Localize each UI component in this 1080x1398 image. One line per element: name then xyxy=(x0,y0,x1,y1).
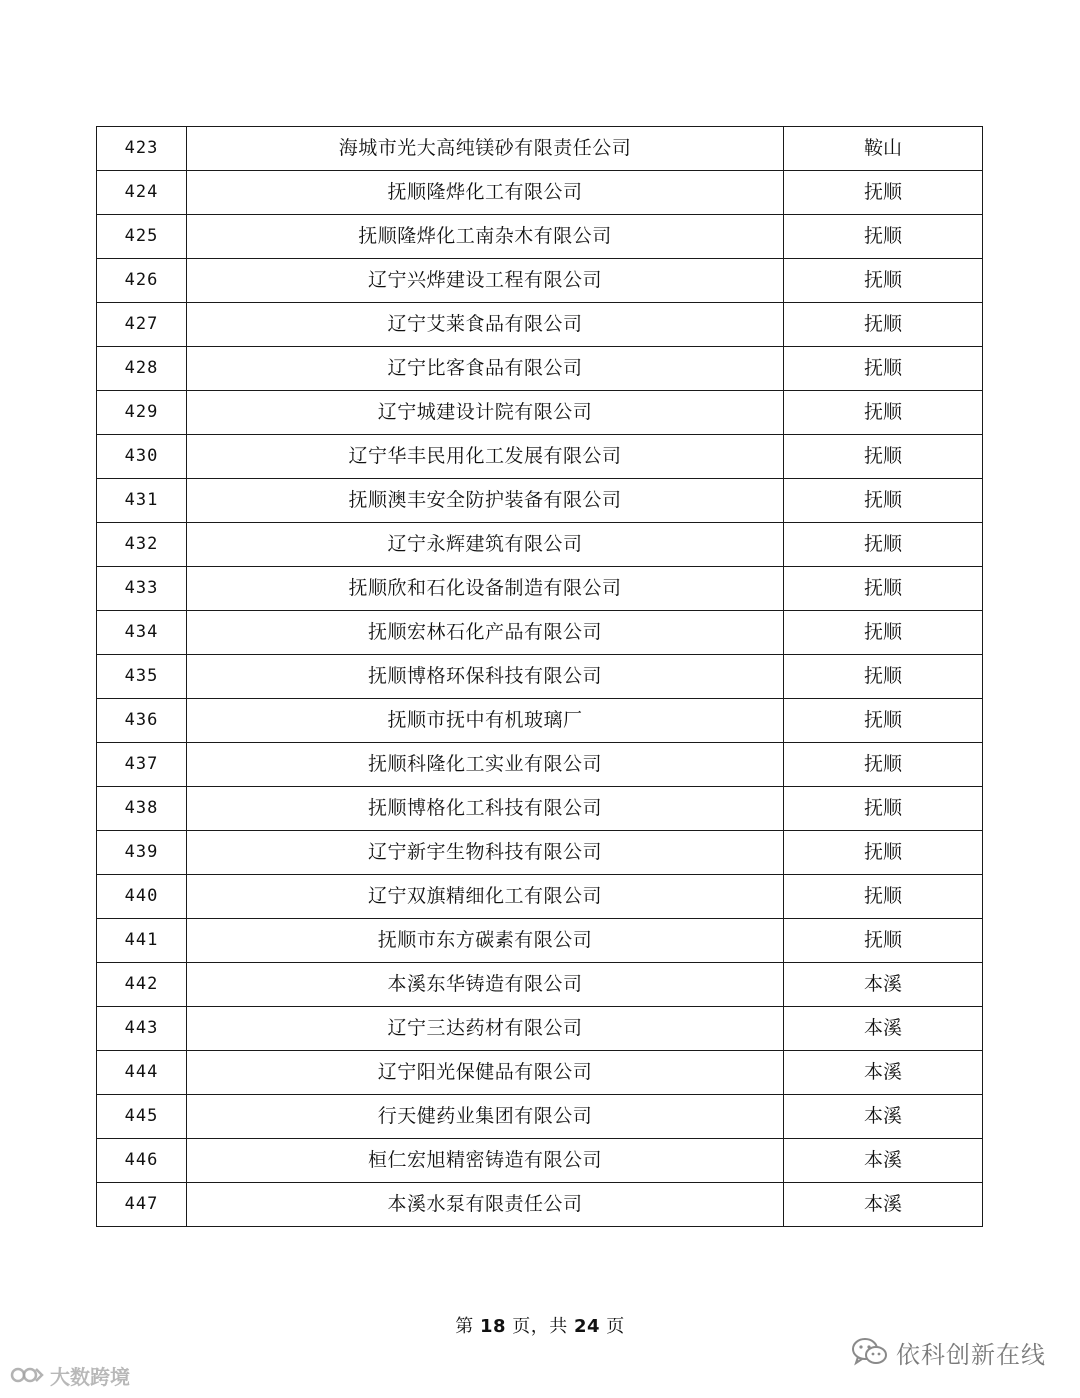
region-cell: 抚顺 xyxy=(784,215,983,259)
table-row xyxy=(97,963,983,1007)
row-number-cell: 429 xyxy=(97,391,187,435)
table-row xyxy=(97,655,983,699)
watermark-right-text: 依科创新在线 xyxy=(896,1340,1046,1369)
watermark-right xyxy=(850,1334,1046,1370)
company-name-cell: 辽宁阳光保健品有限公司 xyxy=(187,1051,784,1095)
table-row xyxy=(97,1007,983,1051)
table-row xyxy=(97,347,983,391)
company-list-table xyxy=(96,126,983,1227)
row-number-cell: 425 xyxy=(97,215,187,259)
row-number-cell: 428 xyxy=(97,347,187,391)
table-row xyxy=(97,1051,983,1095)
row-number-cell: 437 xyxy=(97,743,187,787)
row-number-cell: 432 xyxy=(97,523,187,567)
footer-middle: 页，共 xyxy=(512,1316,568,1337)
company-name-cell: 抚顺澳丰安全防护装备有限公司 xyxy=(187,479,784,523)
region-cell: 本溪 xyxy=(784,1051,983,1095)
table-row xyxy=(97,611,983,655)
table-row xyxy=(97,1183,983,1227)
company-name-cell: 辽宁双旗精细化工有限公司 xyxy=(187,875,784,919)
company-name-cell: 行天健药业集团有限公司 xyxy=(187,1095,784,1139)
company-name-cell: 抚顺博格环保科技有限公司 xyxy=(187,655,784,699)
row-number-cell: 435 xyxy=(97,655,187,699)
row-number-cell: 424 xyxy=(97,171,187,215)
row-number-cell: 436 xyxy=(97,699,187,743)
footer-suffix: 页 xyxy=(606,1316,625,1337)
region-cell: 抚顺 xyxy=(784,743,983,787)
region-cell: 抚顺 xyxy=(784,875,983,919)
region-cell: 鞍山 xyxy=(784,127,983,171)
table-row xyxy=(97,919,983,963)
region-cell: 抚顺 xyxy=(784,655,983,699)
table-body xyxy=(97,127,983,1227)
table-row xyxy=(97,127,983,171)
region-cell: 本溪 xyxy=(784,1007,983,1051)
table-row xyxy=(97,435,983,479)
row-number-cell: 441 xyxy=(97,919,187,963)
company-name-cell: 抚顺市东方碳素有限公司 xyxy=(187,919,784,963)
region-cell: 抚顺 xyxy=(784,919,983,963)
row-number-cell: 433 xyxy=(97,567,187,611)
company-name-cell: 抚顺隆烨化工有限公司 xyxy=(187,171,784,215)
table-row xyxy=(97,259,983,303)
table-row xyxy=(97,171,983,215)
region-cell: 抚顺 xyxy=(784,435,983,479)
company-name-cell: 抚顺宏林石化产品有限公司 xyxy=(187,611,784,655)
total-pages-number: 24 xyxy=(573,1316,601,1337)
company-name-cell: 抚顺科隆化工实业有限公司 xyxy=(187,743,784,787)
footer-prefix: 第 xyxy=(455,1316,474,1337)
table-row xyxy=(97,1139,983,1183)
company-name-cell: 桓仁宏旭精密铸造有限公司 xyxy=(187,1139,784,1183)
region-cell: 本溪 xyxy=(784,1139,983,1183)
table-row xyxy=(97,831,983,875)
table-row xyxy=(97,523,983,567)
row-number-cell: 431 xyxy=(97,479,187,523)
row-number-cell: 447 xyxy=(97,1183,187,1227)
region-cell: 本溪 xyxy=(784,1183,983,1227)
region-cell: 抚顺 xyxy=(784,611,983,655)
company-name-cell: 本溪水泵有限责任公司 xyxy=(187,1183,784,1227)
row-number-cell: 445 xyxy=(97,1095,187,1139)
region-cell: 抚顺 xyxy=(784,259,983,303)
company-name-cell: 辽宁兴烨建设工程有限公司 xyxy=(187,259,784,303)
company-name-cell: 辽宁华丰民用化工发展有限公司 xyxy=(187,435,784,479)
watermark-left-text: 大数跨境 xyxy=(50,1364,130,1389)
company-name-cell: 抚顺隆烨化工南杂木有限公司 xyxy=(187,215,784,259)
table-row xyxy=(97,875,983,919)
company-name-cell: 辽宁艾莱食品有限公司 xyxy=(187,303,784,347)
row-number-cell: 434 xyxy=(97,611,187,655)
company-name-cell: 辽宁城建设计院有限公司 xyxy=(187,391,784,435)
row-number-cell: 438 xyxy=(97,787,187,831)
table-row xyxy=(97,303,983,347)
region-cell: 抚顺 xyxy=(784,303,983,347)
region-cell: 本溪 xyxy=(784,1095,983,1139)
company-name-cell: 本溪东华铸造有限公司 xyxy=(187,963,784,1007)
row-number-cell: 439 xyxy=(97,831,187,875)
table-row xyxy=(97,215,983,259)
row-number-cell: 446 xyxy=(97,1139,187,1183)
table-row xyxy=(97,699,983,743)
region-cell: 抚顺 xyxy=(784,699,983,743)
row-number-cell: 427 xyxy=(97,303,187,347)
row-number-cell: 430 xyxy=(97,435,187,479)
table-row xyxy=(97,567,983,611)
company-name-cell: 辽宁三达药材有限公司 xyxy=(187,1007,784,1051)
table-row xyxy=(97,743,983,787)
company-name-cell: 辽宁比客食品有限公司 xyxy=(187,347,784,391)
current-page-number: 18 xyxy=(479,1316,507,1337)
company-name-cell: 辽宁永辉建筑有限公司 xyxy=(187,523,784,567)
table-row xyxy=(97,479,983,523)
region-cell: 抚顺 xyxy=(784,523,983,567)
region-cell: 本溪 xyxy=(784,963,983,1007)
watermark-left xyxy=(10,1360,130,1390)
row-number-cell: 440 xyxy=(97,875,187,919)
company-name-cell: 抚顺市抚中有机玻璃厂 xyxy=(187,699,784,743)
region-cell: 抚顺 xyxy=(784,831,983,875)
row-number-cell: 426 xyxy=(97,259,187,303)
region-cell: 抚顺 xyxy=(784,787,983,831)
table-row xyxy=(97,391,983,435)
company-name-cell: 海城市光大高纯镁砂有限责任公司 xyxy=(187,127,784,171)
row-number-cell: 443 xyxy=(97,1007,187,1051)
company-name-cell: 辽宁新宇生物科技有限公司 xyxy=(187,831,784,875)
region-cell: 抚顺 xyxy=(784,171,983,215)
table-row xyxy=(97,1095,983,1139)
company-name-cell: 抚顺博格化工科技有限公司 xyxy=(187,787,784,831)
row-number-cell: 444 xyxy=(97,1051,187,1095)
dashuju-logo-icon xyxy=(10,1363,44,1387)
region-cell: 抚顺 xyxy=(784,567,983,611)
region-cell: 抚顺 xyxy=(784,391,983,435)
company-name-cell: 抚顺欣和石化设备制造有限公司 xyxy=(187,567,784,611)
table-row xyxy=(97,787,983,831)
row-number-cell: 442 xyxy=(97,963,187,1007)
wechat-icon xyxy=(850,1336,890,1368)
row-number-cell: 423 xyxy=(97,127,187,171)
region-cell: 抚顺 xyxy=(784,347,983,391)
region-cell: 抚顺 xyxy=(784,479,983,523)
